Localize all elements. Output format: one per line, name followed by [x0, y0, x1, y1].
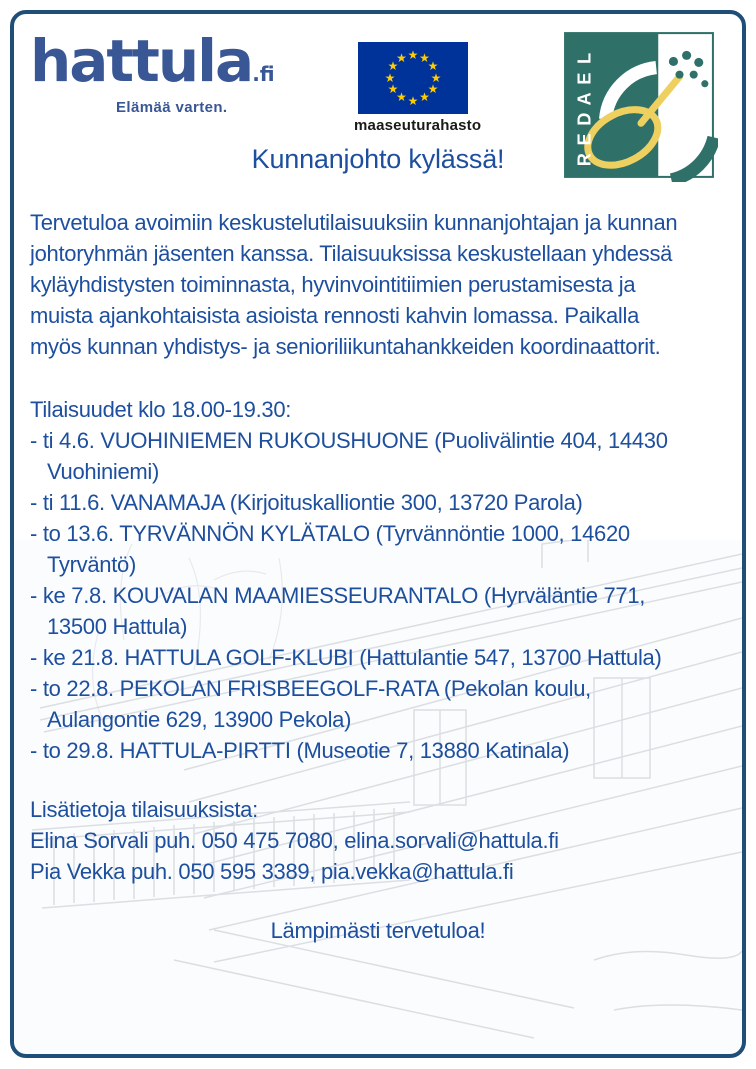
event-line: - ti 4.6. VUOHINIEMEN RUKOUSHUONE (Puolivälintie 404, 14430	[30, 428, 668, 453]
intro-line: muista ajankohtaisista asioista rennosti kahvin lomassa. Paikalla	[30, 303, 640, 328]
eu-star-icon: ★	[396, 50, 407, 65]
event-line: Tyrväntö)	[47, 552, 136, 577]
intro-paragraph	[30, 207, 677, 362]
eu-star-icon: ★	[387, 59, 399, 73]
event-line: - to 22.8. PEKOLAN FRISBEEGOLF-RATA (Pekolan koulu,	[30, 676, 591, 701]
event-line: - ke 7.8. KOUVALAN MAAMIESSEURANTALO (Hyrväläntie 771,	[30, 583, 646, 608]
contact-heading: Lisätietoja tilaisuuksista:	[30, 797, 258, 822]
leader-letter: E	[573, 133, 595, 146]
intro-line: johtoryhmän jäsenten kanssa. Tilaisuuksissa keskustellaan yhdessä	[30, 241, 673, 266]
hattula-tagline: Elämää varten.	[116, 98, 228, 116]
event-line: Vuohiniemi)	[47, 459, 160, 484]
leader-letter: D	[573, 112, 595, 126]
event-line: - ti 11.6. VANAMAJA (Kirjoituskalliontie 300, 13720 Parola)	[30, 490, 583, 515]
hattula-fi-suffix: .fi	[252, 62, 275, 86]
intro-line: myös kunnan yhdistys- ja senioriliikuntahankkeiden koordinaattorit.	[30, 334, 661, 359]
closing-text: Lämpimästi tervetuloa!	[270, 918, 486, 943]
eu-star-icon: ★	[396, 90, 407, 105]
hattula-wordmark-text: hattula	[30, 27, 253, 95]
eu-star-icon: ★	[407, 47, 419, 62]
event-line: - to 13.6. TYRVÄNNÖN KYLÄTALO (Tyrvännöntie 1000, 14620	[30, 521, 630, 546]
page-title: Kunnanjohto kylässä!	[251, 144, 505, 174]
contact-info	[30, 794, 559, 887]
eu-fund-logo	[354, 42, 482, 134]
eu-fund-label: maaseuturahasto	[354, 117, 482, 134]
eu-star-icon: ★	[427, 59, 439, 73]
leader-letter: L	[573, 52, 595, 64]
intro-line: kyläyhdistysten toiminnasta, hyvinvointitiimien perustamisesta ja	[30, 272, 636, 297]
leader-letter: A	[573, 92, 595, 106]
intro-line: Tervetuloa avoimiin keskustelutilaisuuksiin kunnanjohtajan ja kunnan	[30, 210, 678, 235]
event-line: Aulangontie 629, 13900 Pekola)	[47, 707, 352, 732]
hattula-wordmark	[30, 28, 275, 95]
eu-star-icon: ★	[407, 93, 419, 108]
eu-flag-icon	[358, 42, 468, 114]
event-line: - ke 21.8. HATTULA GOLF-KLUBI (Hattulantie 547, 13700 Hattula)	[30, 645, 662, 670]
eu-star-icon: ★	[427, 82, 439, 96]
hattula-logo	[30, 28, 275, 116]
events-heading: Tilaisuudet klo 18.00-19.30:	[30, 397, 292, 422]
eu-star-icon: ★	[419, 50, 430, 65]
contact-line: Pia Vekka puh. 050 595 3389, pia.vekka@hattula.fi	[30, 859, 514, 884]
contact-line: Elina Sorvali puh. 050 475 7080, elina.sorvali@hattula.fi	[30, 828, 559, 853]
leader-letter: R	[573, 153, 595, 167]
event-line: - to 29.8. HATTULA-PIRTTI (Museotie 7, 13880 Katinala)	[30, 738, 570, 763]
eu-star-icon: ★	[384, 70, 396, 85]
events-list	[30, 394, 668, 766]
eu-star-icon: ★	[430, 70, 442, 85]
event-line: 13500 Hattula)	[47, 614, 188, 639]
eu-star-icon: ★	[387, 82, 399, 96]
leader-letter: E	[573, 72, 595, 85]
eu-star-icon: ★	[419, 90, 430, 105]
